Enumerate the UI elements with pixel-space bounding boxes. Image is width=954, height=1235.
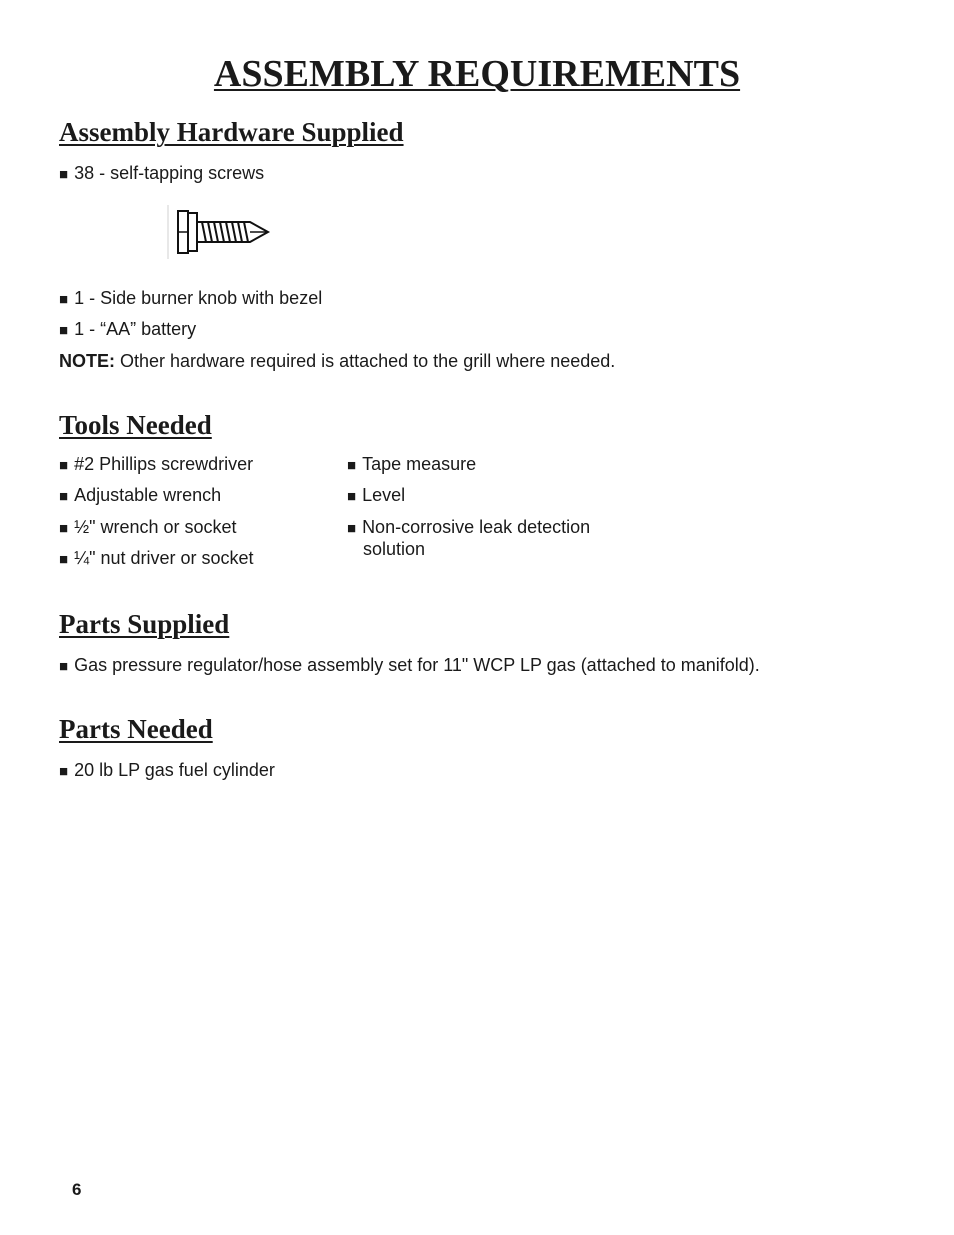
note-label: NOTE: (59, 351, 115, 371)
item-text: 1 - Side burner knob with bezel (74, 288, 323, 308)
list-item-tool (347, 516, 590, 540)
page-number: 6 (72, 1180, 82, 1199)
bullet-icon: ■ (59, 291, 69, 308)
bullet-icon: ■ (59, 763, 69, 780)
bullet-icon: ■ (59, 322, 69, 339)
item-text: Adjustable wrench (74, 485, 222, 505)
list-item-tool (59, 453, 253, 477)
item-text: ¼" nut driver or socket (74, 548, 254, 568)
bullet-icon: ■ (59, 457, 69, 474)
list-item-tool (59, 516, 237, 540)
item-text: Non-corrosive leak detection (362, 517, 591, 537)
bullet-icon: ■ (347, 520, 357, 537)
list-item-tool (59, 484, 221, 508)
item-text: Tape measure (362, 454, 477, 474)
list-item-part (59, 654, 760, 678)
section-heading-parts-supplied: Parts Supplied (59, 609, 230, 639)
item-text: solution (363, 539, 426, 559)
section-heading-tools: Tools Needed (59, 410, 212, 440)
note (59, 350, 615, 372)
item-text: #2 Phillips screwdriver (74, 454, 254, 474)
item-text: Level (362, 485, 406, 505)
list-item-screws (59, 162, 264, 186)
section-heading-parts-needed: Parts Needed (59, 714, 213, 744)
bullet-icon: ■ (59, 520, 69, 537)
bullet-icon: ■ (59, 488, 69, 505)
list-item-tool (347, 484, 405, 508)
list-item-tool (59, 547, 254, 571)
bullet-icon: ■ (59, 658, 69, 675)
list-item-part (59, 759, 275, 783)
bullet-icon: ■ (59, 166, 69, 183)
list-item-battery (59, 318, 196, 342)
item-text: ½" wrench or socket (74, 517, 237, 537)
item-text: 1 - “AA” battery (74, 319, 197, 339)
self-tapping-screw-icon (166, 203, 272, 261)
bullet-icon: ■ (347, 488, 357, 505)
list-item-knob (59, 287, 322, 311)
list-item-tool-continued (347, 538, 425, 560)
item-text: 38 - self-tapping screws (74, 163, 265, 183)
note-text: Other hardware required is attached to the grill where needed. (115, 351, 616, 371)
bullet-icon: ■ (347, 457, 357, 474)
bullet-icon: ■ (59, 551, 69, 568)
item-text: Gas pressure regulator/hose assembly set for 11" WCP LP gas (attached to manifold). (74, 655, 760, 675)
section-heading-hardware: Assembly Hardware Supplied (59, 117, 404, 147)
page-title: ASSEMBLY REQUIREMENTS (213, 53, 741, 95)
list-item-tool (347, 453, 476, 477)
item-text: 20 lb LP gas fuel cylinder (74, 760, 275, 780)
